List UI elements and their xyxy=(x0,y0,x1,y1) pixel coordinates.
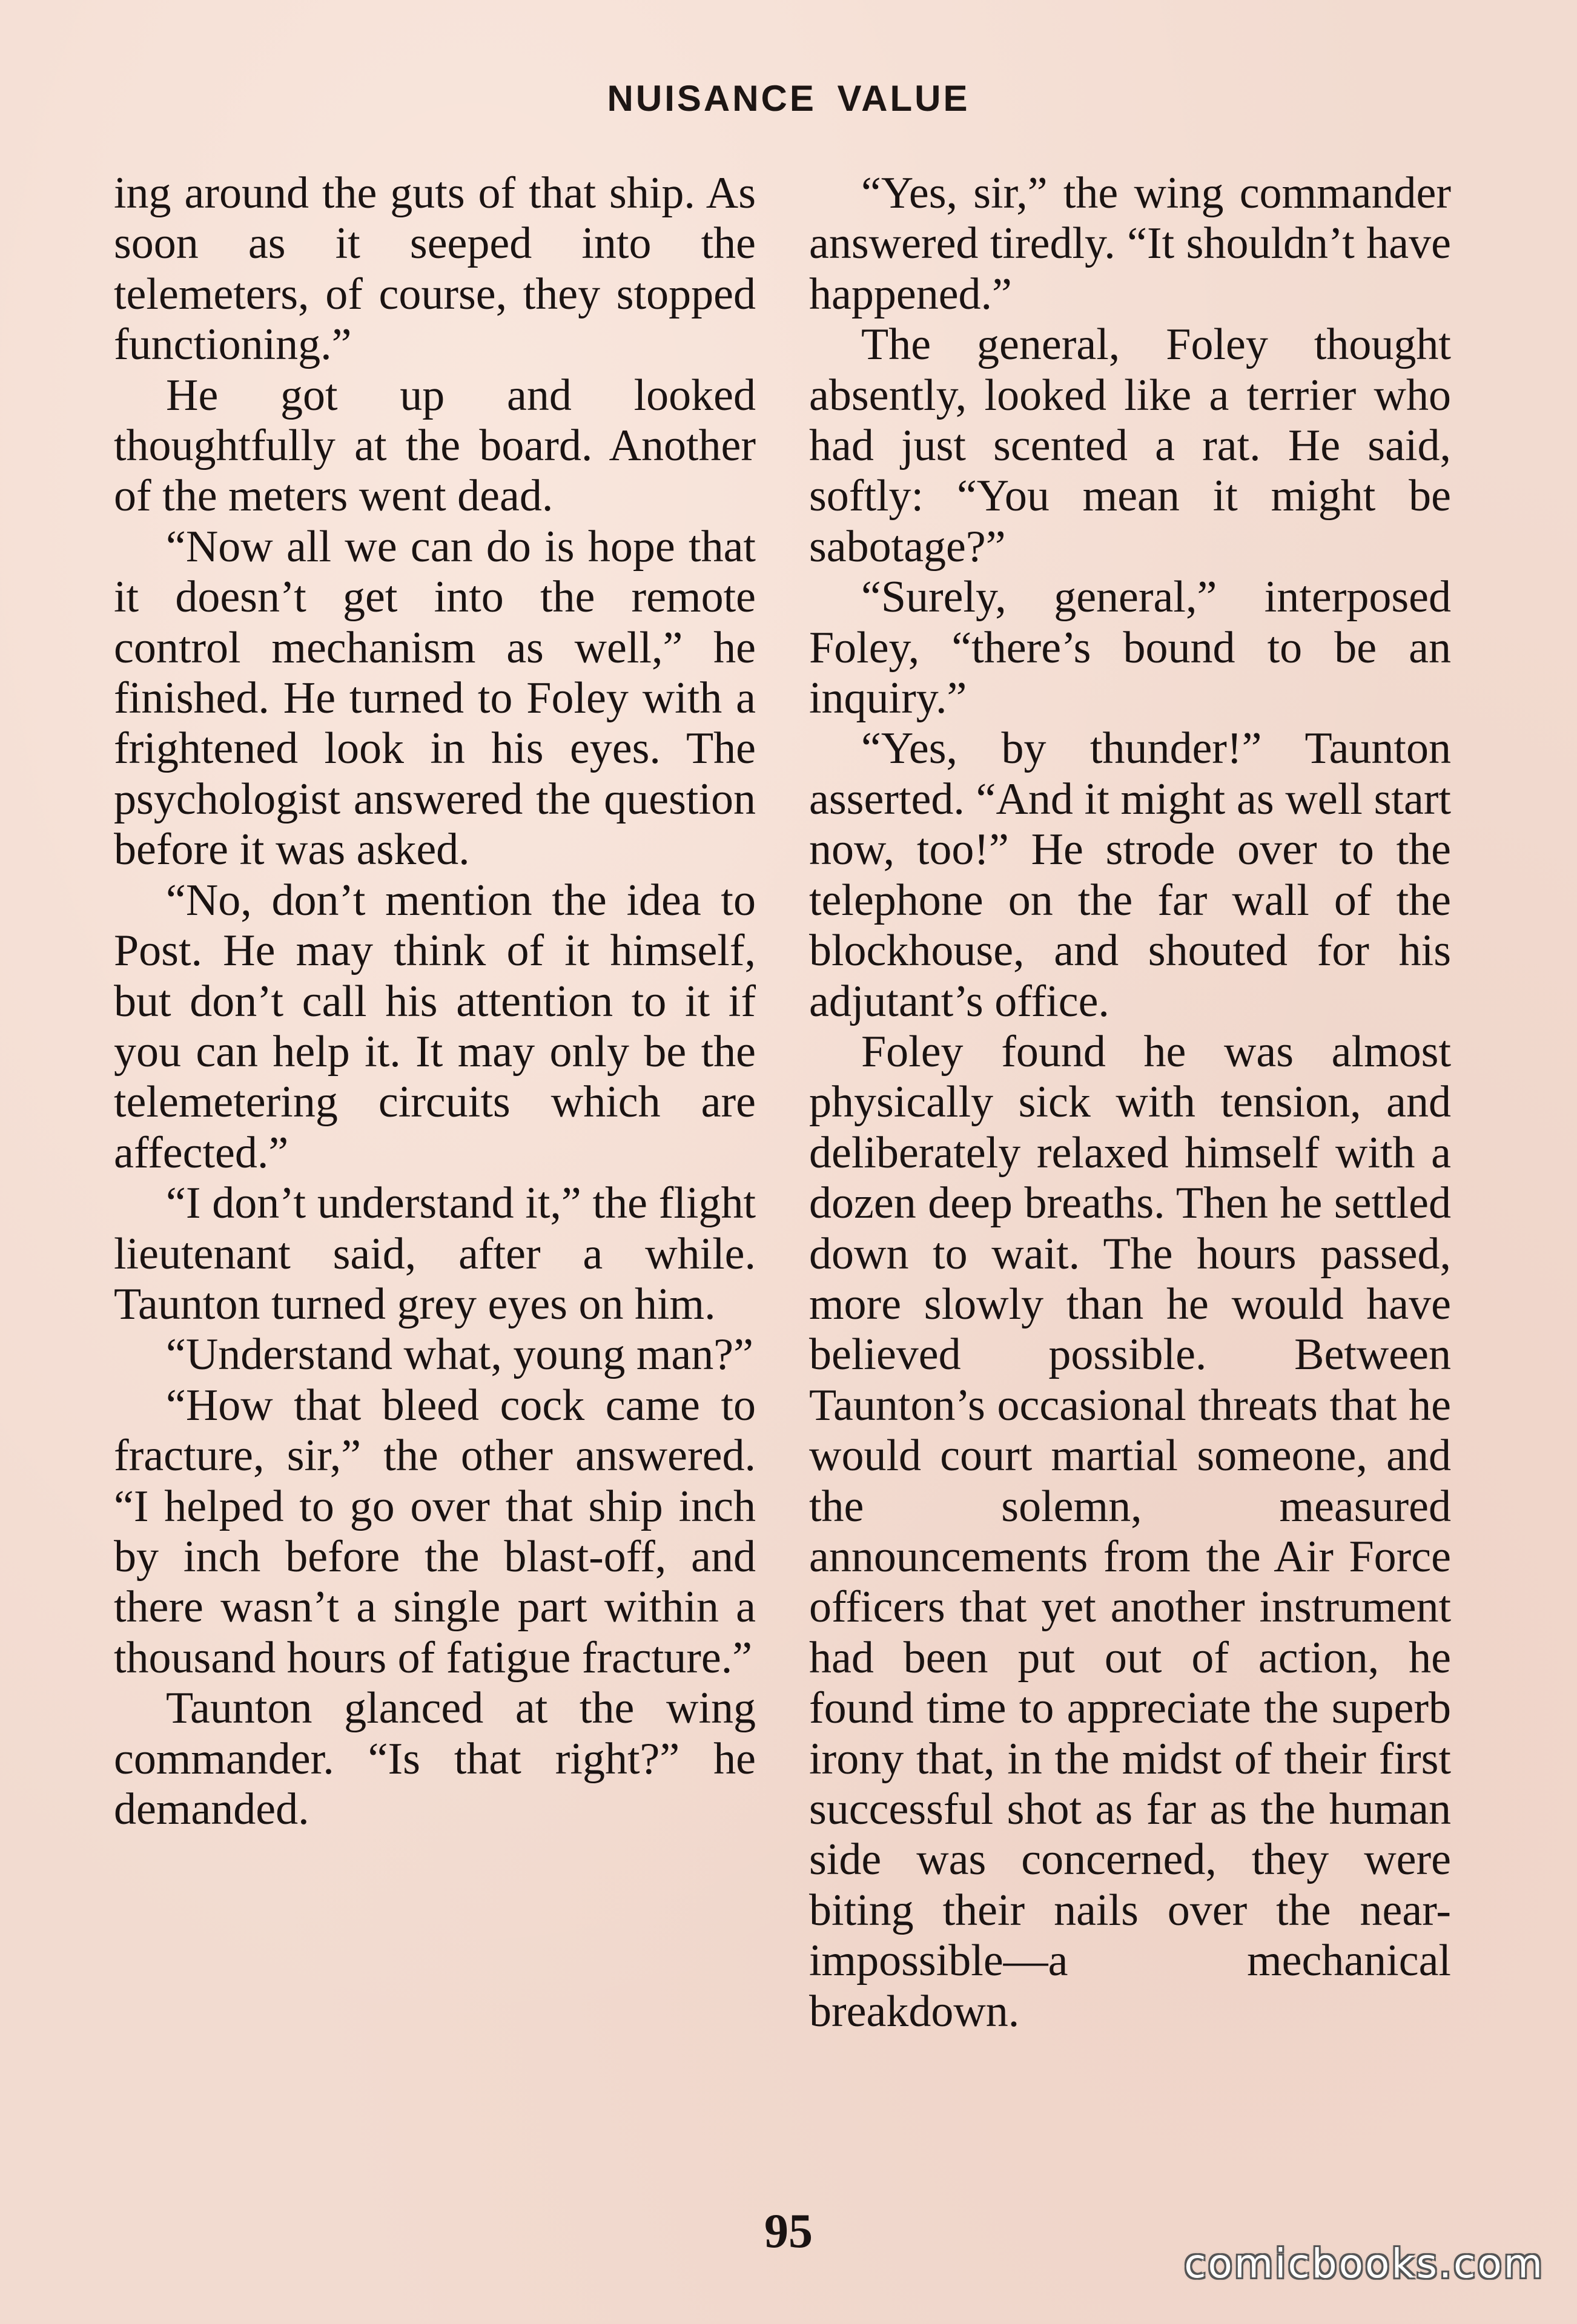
left-column xyxy=(114,168,756,1835)
paragraph: “Now all we can do is hope that it doesn’t get into the remote control mechanism as well,” he finished. He turned to Foley with a frightened look in his eyes. The psychologist answered the question before it was asked. xyxy=(114,521,756,875)
paragraph: ing around the guts of that ship. As soon as it seeped into the telemeters, of course, they stopped functioning.” xyxy=(114,168,756,370)
running-title: NUISANCE VALUE xyxy=(607,78,970,119)
paragraph: “Surely, general,” interposed Foley, “there’s bound to be an inquiry.” xyxy=(809,572,1451,724)
paragraph: “Yes, by thunder!” Taunton asserted. “And it might as well start now, too!” He strode over to the telephone on the far wall of the blockhouse, and shouted for his adjutant’s office. xyxy=(809,724,1451,1026)
paragraph: Taunton glanced at the wing commander. “Is that right?” he demanded. xyxy=(114,1683,756,1834)
paragraph: He got up and looked thoughtfully at the board. Another of the meters went dead. xyxy=(114,370,756,521)
paragraph: The general, Foley thought absently, looked like a terrier who had just scented a rat. He said, softly: “You mean it might be sabotage?” xyxy=(809,320,1451,572)
right-column xyxy=(809,168,1451,2037)
watermark: comicbooks.com xyxy=(1184,2240,1544,2287)
paragraph: “No, don’t mention the idea to Post. He may think of it himself, but don’t call his attention to it if you can help it. It may only be the telemetering circuits which are affected.” xyxy=(114,875,756,1178)
paragraph: Foley found he was almost physically sick with tension, and deliberately relaxed himself with a dozen deep breaths. Then he settled down to wait. The hours passed, more slowly than he would have believed possible. Between Taunton’s occasional threats that he would court martial someone, and the solemn, measured announcements from the Air Force officers that yet another instrument had been put out of action, he found time to appreciate the superb irony that, in the midst of their first successful shot as far as the human side was concerned, they were biting their nails over the near-impossible—a mechanical breakdown. xyxy=(809,1026,1451,2036)
paragraph: “Yes, sir,” the wing commander answered tiredly. “It shouldn’t have happened.” xyxy=(809,168,1451,319)
page-number: 95 xyxy=(764,2205,813,2258)
paragraph: “How that bleed cock came to fracture, sir,” the other answered. “I helped to go over that ship inch by inch before the blast-off, and there wasn’t a single part within a thousand hours of fatigue fracture.” xyxy=(114,1380,756,1683)
paragraph: “Understand what, young man?” xyxy=(166,1330,753,1380)
paragraph: “I don’t understand it,” the flight lieutenant said, after a while. Taunton turned grey eyes on him. xyxy=(114,1178,756,1329)
